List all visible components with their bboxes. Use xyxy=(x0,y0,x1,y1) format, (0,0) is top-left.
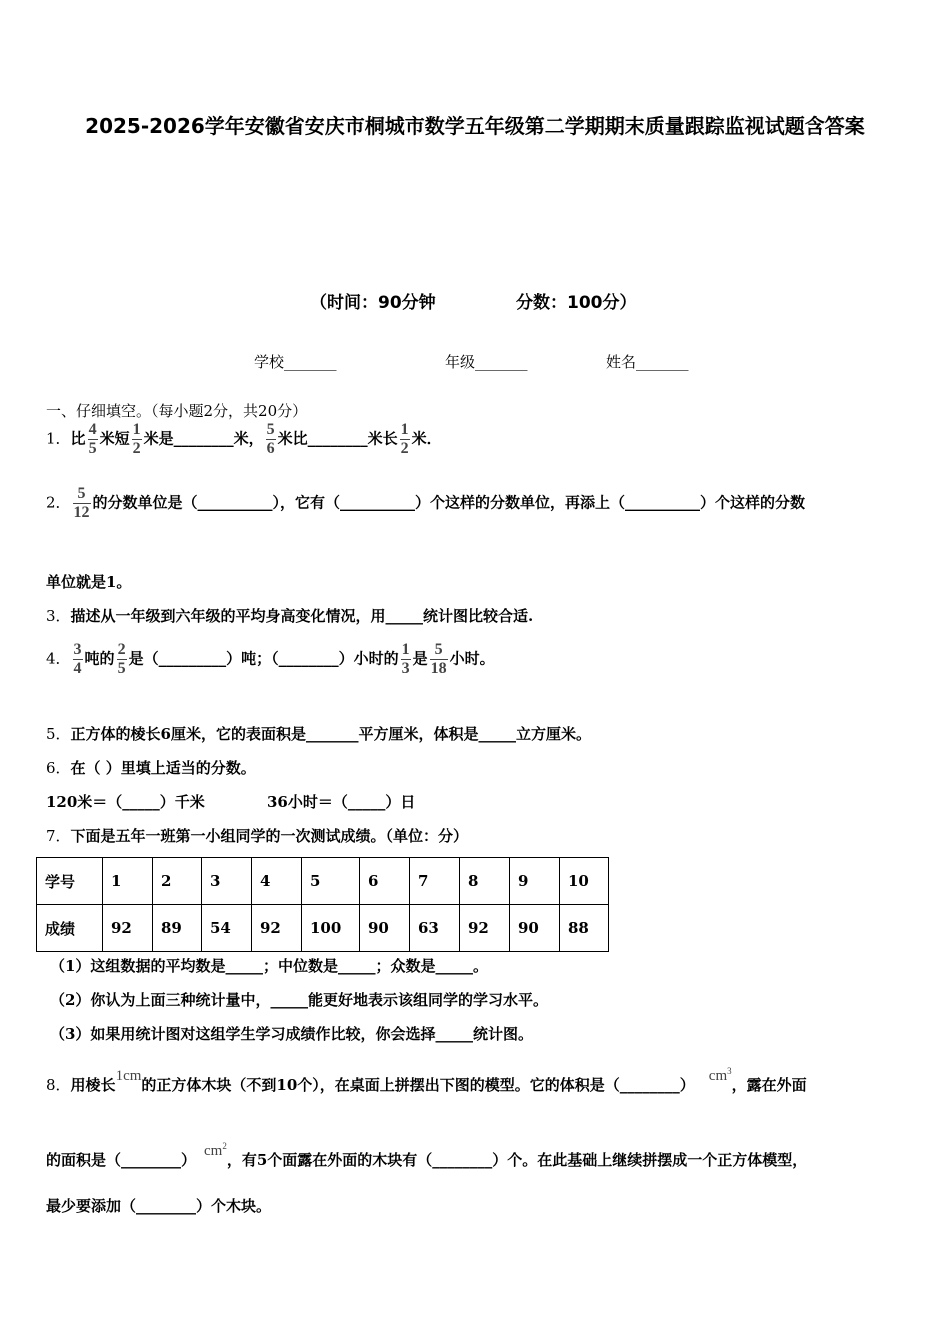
q8-unit-cm2: $cm^2$ xyxy=(204,1141,227,1159)
q4-text-4: 小时。 xyxy=(449,649,495,668)
q1-text-1: 比 xyxy=(70,429,86,448)
q5-text: 正方体的棱长6厘米，它的表面积是_______平方厘米，体积是_____立方厘米。 xyxy=(70,725,591,743)
q1-fraction-3: $\frac{5}{6}$ xyxy=(266,421,275,457)
table-cell: 92 xyxy=(460,905,510,952)
q4-fraction-1: $\frac{3}{4}$ xyxy=(73,641,82,677)
table-cell: 88 xyxy=(560,905,609,952)
q2-fraction: $\frac{5}{12}$ xyxy=(73,485,90,521)
table-cell: 5 xyxy=(302,858,360,905)
q2-text-2: 单位就是1。 xyxy=(46,573,132,591)
q1-text-2: 米短 xyxy=(99,429,130,448)
q3-number: 3． xyxy=(46,607,71,625)
q8-text-6: 最少要添加（________）个木块。 xyxy=(46,1197,272,1215)
table-cell: 54 xyxy=(202,905,252,952)
q6-item-a: 120米＝（_____）千米 xyxy=(46,793,205,811)
table-cell: 6 xyxy=(360,858,410,905)
q1-fraction-1: $\frac{4}{5}$ xyxy=(88,421,97,457)
q4-fraction-3: $\frac{1}{3}$ xyxy=(401,641,410,677)
question-1 xyxy=(46,421,442,458)
exam-score: 分数：100分） xyxy=(516,293,637,313)
q7-subquestion-3: （3）如果用统计图对这组学生学习成绩作比较，你会选择_____统计图。 xyxy=(50,1025,533,1043)
q8-unit-cm3: $cm^3$ xyxy=(708,1066,732,1084)
q2-number: 2． xyxy=(46,493,71,512)
table-row xyxy=(37,905,609,952)
table-cell: 7 xyxy=(410,858,460,905)
q1-text-5: 米． xyxy=(411,429,442,448)
q7-number: 7． xyxy=(46,827,71,845)
question-7 xyxy=(46,825,468,847)
q1-number: 1． xyxy=(46,429,71,448)
q8-text-4: 的面积是（________） xyxy=(46,1151,197,1169)
school-field: 学校_______ xyxy=(254,353,337,371)
q4-fraction-4: $\frac{5}{18}$ xyxy=(430,641,447,677)
table-cell: 92 xyxy=(252,905,302,952)
score-table xyxy=(36,857,609,952)
table-cell: 1 xyxy=(103,858,153,905)
table-cell: 2 xyxy=(153,858,202,905)
q5-number: 5． xyxy=(46,725,71,743)
question-3 xyxy=(46,605,533,627)
table-cell: 92 xyxy=(103,905,153,952)
q7-subquestion-2: （2）你认为上面三种统计量中，_____能更好地表示该组同学的学习水平。 xyxy=(50,991,548,1009)
question-4 xyxy=(46,641,495,678)
q4-text-2: 是（_________）吨；（________）小时的 xyxy=(128,649,399,668)
grade-field: 年级_______ xyxy=(445,353,528,371)
table-cell: 10 xyxy=(560,858,609,905)
q6-number: 6． xyxy=(46,759,71,777)
q8-number: 8． xyxy=(46,1076,71,1094)
table-cell: 100 xyxy=(302,905,360,952)
table-cell: 90 xyxy=(360,905,410,952)
q6-item-b: 36小时＝（_____）日 xyxy=(267,793,416,811)
q7-subquestion-1: （1）这组数据的平均数是_____；中位数是_____；众数是_____。 xyxy=(50,957,488,975)
name-field: 姓名_______ xyxy=(606,353,689,371)
q2-text-1: 的分数单位是（__________），它有（__________）个这样的分数单位，再添上（__________）个这样的分数 xyxy=(92,493,806,512)
table-cell: 63 xyxy=(410,905,460,952)
q8-text-2: 的正方体木块（不到10个），在桌面上拼摆出下图的模型。它的体积是（________） xyxy=(141,1076,695,1094)
table-cell: 4 xyxy=(252,858,302,905)
q1-fraction-4: $\frac{1}{2}$ xyxy=(400,421,409,457)
exam-time: （时间：90分钟 xyxy=(310,293,436,313)
table-cell: 成绩 xyxy=(37,905,103,952)
q1-text-3: 米是________米， xyxy=(143,429,264,448)
question-5 xyxy=(46,723,591,745)
q4-number: 4． xyxy=(46,649,71,668)
q4-fraction-2: $\frac{2}{5}$ xyxy=(117,641,126,677)
table-row xyxy=(37,858,609,905)
q6-text: 在（ ）里填上适当的分数。 xyxy=(70,759,256,777)
q7-text: 下面是五年一班第一小组同学的一次测试成绩。（单位：分） xyxy=(70,827,469,845)
table-cell: 90 xyxy=(510,905,560,952)
exam-title: 2025-2026学年安徽省安庆市桐城市数学五年级第二学期期末质量跟踪监视试题含答案 xyxy=(85,114,865,138)
table-cell: 89 xyxy=(153,905,202,952)
q3-text: 描述从一年级到六年级的平均身高变化情况，用_____统计图比较合适. xyxy=(70,607,534,625)
table-cell: 9 xyxy=(510,858,560,905)
question-2 xyxy=(46,485,805,522)
table-cell: 8 xyxy=(460,858,510,905)
q4-text-1: 吨的 xyxy=(84,649,115,668)
q1-fraction-2: $\frac{1}{2}$ xyxy=(132,421,141,457)
q8-text-3: ，露在外面 xyxy=(731,1076,807,1094)
question-6 xyxy=(46,757,256,779)
q8-line-2 xyxy=(46,1141,808,1172)
q8-text-1: 用棱长 xyxy=(70,1076,116,1094)
q1-text-4: 米比________米长 xyxy=(277,429,398,448)
question-8 xyxy=(46,1066,807,1097)
q8-unit-cm: 1cm xyxy=(115,1068,142,1084)
section-1-heading: 一、仔细填空。（每小题2分，共20分） xyxy=(46,402,308,420)
q8-text-5: ，有5个面露在外面的木块有（________）个。在此基础上继续拼摆成一个正方体模型， xyxy=(226,1151,808,1169)
table-cell: 学号 xyxy=(37,858,103,905)
q4-text-3: 是 xyxy=(412,649,428,668)
table-cell: 3 xyxy=(202,858,252,905)
